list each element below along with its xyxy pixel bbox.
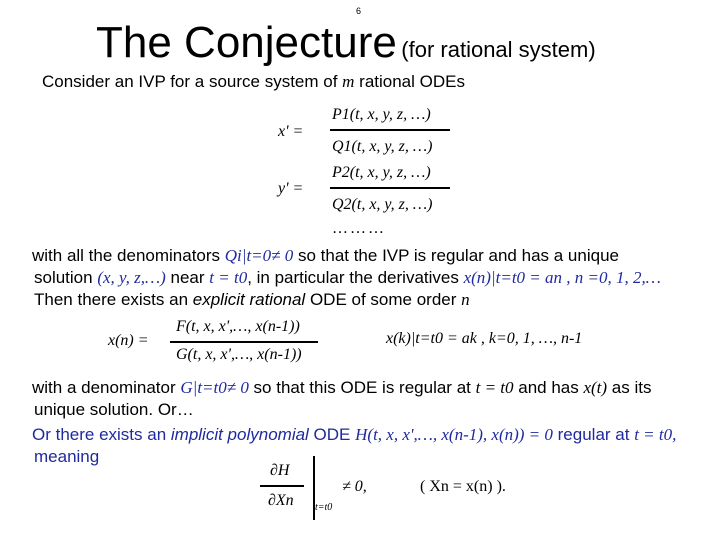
y-numerator: P2(t, x, y, z, …) bbox=[332, 164, 431, 181]
evaluation-point: t=t0 bbox=[315, 502, 333, 513]
explicit-numerator: F(t, x, x',…, x(n-1)) bbox=[176, 318, 300, 335]
regular-line: with a denominator G|t=t0≠ 0 so that this ODE is regular at t = t0 and has x(t) as its bbox=[32, 378, 652, 397]
continuation-dots: ……… bbox=[332, 220, 386, 237]
explicit-denominator: G(t, x, x',…, x(n-1)) bbox=[176, 346, 302, 363]
y-lhs: y' = bbox=[278, 180, 304, 197]
partial-numerator: ∂H bbox=[270, 462, 290, 479]
partial-fraction-bar bbox=[260, 485, 304, 487]
xn-definition: ( Xn = x(n) ). bbox=[420, 478, 506, 495]
x-denominator: Q1(t, x, y, z, …) bbox=[332, 138, 433, 155]
implicit-line: Or there exists an implicit polynomial ODE H(t, x, x',…, x(n-1), x(n)) = 0 regular at t = t0, bbox=[32, 425, 677, 444]
unique-line: unique solution. Or… bbox=[34, 400, 194, 419]
x-fraction-bar bbox=[330, 129, 450, 131]
y-fraction-bar bbox=[330, 187, 450, 189]
slide-number: 6 bbox=[356, 6, 362, 16]
title-sub: (for rational system) bbox=[401, 37, 596, 62]
explicit-fraction-bar bbox=[170, 341, 318, 343]
solution-line: solution (x, y, z,…) near t = t0, in particular the derivatives x(n)|t=t0 = an , n =0, 1, 2,… bbox=[34, 268, 661, 287]
explicit-line: Then there exists an explicit rational ODE of some order n bbox=[34, 290, 470, 309]
title-main: The Conjecture bbox=[96, 18, 397, 67]
initial-conditions: x(k)|t=t0 = ak , k=0, 1, …, n-1 bbox=[386, 330, 583, 347]
x-numerator: P1(t, x, y, z, …) bbox=[332, 106, 431, 123]
slide-title bbox=[96, 18, 596, 68]
denominator-line: with all the denominators Qi|t=0≠ 0 so that the IVP is regular and has a unique bbox=[32, 246, 619, 265]
meaning-line: meaning bbox=[34, 447, 100, 466]
y-denominator: Q2(t, x, y, z, …) bbox=[332, 196, 433, 213]
partial-denominator: ∂Xn bbox=[268, 492, 294, 509]
explicit-lhs: x(n) = bbox=[108, 332, 149, 349]
nonzero-condition: ≠ 0, bbox=[342, 478, 367, 495]
intro-line: Consider an IVP for a source system of m rational ODEs bbox=[42, 72, 465, 91]
x-lhs: x' = bbox=[278, 123, 304, 140]
